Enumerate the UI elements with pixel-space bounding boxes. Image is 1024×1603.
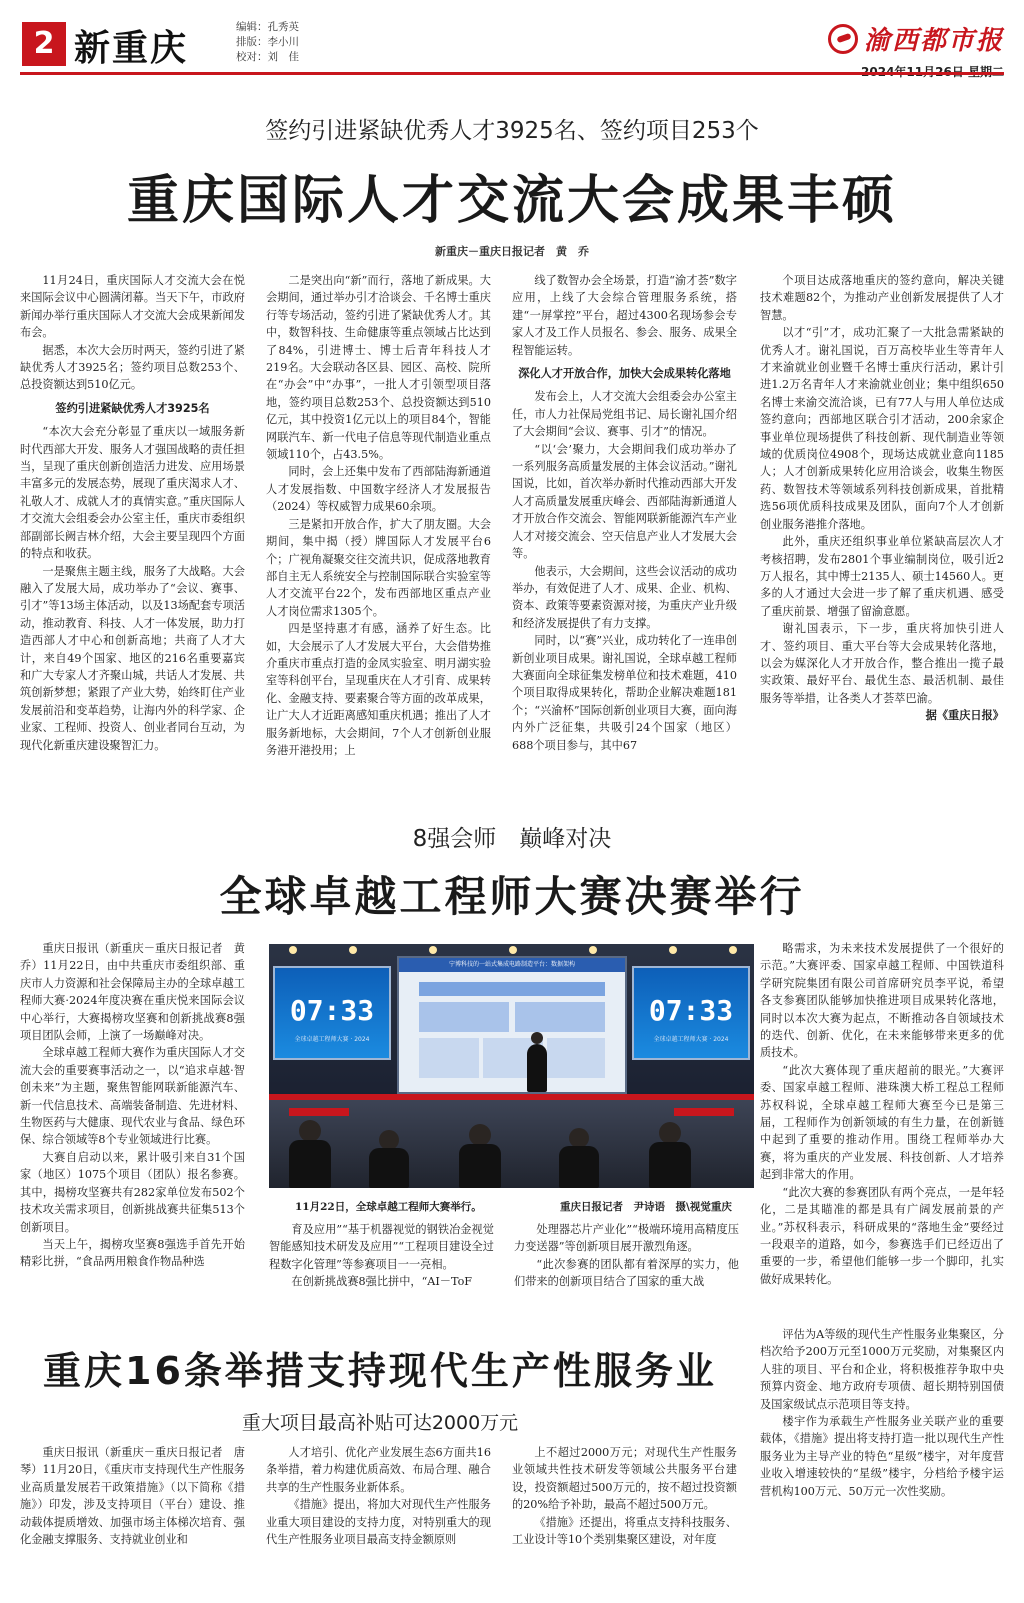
stage-light: [669, 946, 677, 954]
slide-block: [419, 1002, 509, 1032]
stage-edge: [269, 1094, 754, 1100]
proofreader-credit: 校对：刘 佳: [236, 51, 299, 63]
slide-block: [515, 1002, 605, 1032]
article2-column-1: [20, 940, 257, 1310]
photo-caption: 11月22日，全球卓越工程师大赛举行。: [295, 1201, 482, 1213]
page-header: [0, 0, 1024, 78]
judge-table: [674, 1108, 734, 1116]
subheading: 深化人才开放合作，加快大会成果转化落地: [518, 367, 731, 381]
article1-column-3: [512, 272, 737, 772]
paragraph: 育及应用”“基于机器视觉的钢铁冶金视觉智能感知技术研发及应用”“工程项目建设全过程数字化管理”等参赛项目一一亮相。: [269, 1223, 494, 1271]
audience-member: [369, 1148, 409, 1188]
paragraph: 重庆日报讯（新重庆－重庆日报记者 唐 琴）11月20日，《重庆市支持现代生产性服务业高质量发展若干政策措施》（以下简称《措施》）印发，涉及支持项目（平台）建设、推动载体提质增效、加强市场主体梯次培育、强化金融支撑服务、支持就业创业和: [20, 1446, 257, 1547]
paragraph: 此外，重庆还组织事业单位紧缺高层次人才考核招聘，发布2801个事业编制岗位，吸引近2万人报名，其中博士2135人、硕士14560人。更多的人才通过大会进一步了解了重庆机遇、感受了重庆前景、增强了留渝意愿。: [760, 535, 1004, 618]
stage-light: [289, 946, 297, 954]
paragraph: 略需求，为未来技术发展提供了一个很好的示范。”大赛评委、国家卓越工程师、中国铁道科学研究院集团有限公司首席研究员李平说，希望各支参赛团队能够加快推进项目成果转化落地，同时以本次大赛为起点，不断推动各自领域技术的迭代、创新、优化，在未来能够带来更多的优质技术。: [760, 942, 1004, 1060]
paragraph: 他表示，大会期间，这些会议活动的成功举办，有效促进了人才、成果、企业、机构、资本、政策等要素资源对接，为重庆产业升级和经济发展提供了有力支撑。: [512, 564, 737, 630]
paragraph: 当天上午，揭榜攻坚赛8强选手首先开始精彩比拼，“食品两用粮食作物品种选: [20, 1237, 245, 1269]
stage-light: [509, 946, 517, 954]
paragraph: 大赛自启动以来，累计吸引来自31个国家（地区）1075个项目（团队）报名参赛。其中，揭榜攻坚赛共有282家单位发布502个技术攻关需求项目，创新挑战赛共征集513个创新项目。: [20, 1150, 245, 1234]
paragraph: 《措施》提出，将加大对现代生产性服务业重大项目建设的支持力度，对特别重大的现代生产性服务业项目最高支持金额原则: [266, 1498, 491, 1547]
presenter-head: [531, 1032, 543, 1044]
paragraph: “以‘会’聚力，大会期间我们成功举办了一系列服务高质量发展的主体会议活动。”谢礼国说，比如，首次举办新时代推动西部大开发人才高质量发展重庆峰会、西部陆海新通道人才开放合作交流会、智能网联新能源汽车产业人才对接交流会、空天信息产业人才发展大会等。: [512, 442, 737, 561]
subheading: 签约引进紧缺优秀人才3925名: [55, 401, 210, 415]
article2-kicker: 8强会师 巅峰对决: [412, 826, 612, 852]
article3-column-4: [760, 1326, 1004, 1594]
presenter: [527, 1044, 547, 1092]
competition-photo: [269, 944, 754, 1188]
audience-member: [459, 1144, 501, 1188]
paragraph: “本次大会充分彰显了重庆以一域服务新时代西部大开发、服务人才强国战略的责任担当，呈现了重庆创新创造活力进发、应用场景丰富多元的发展态势，展现了重庆渴求人才、礼敬人才、成就人才的真情实意。”重庆国际人才交流大会组委会办公室主任，重庆市委组织部副部长阙吉林介绍，大会主要呈现四个方面的特点和收获。: [20, 425, 245, 561]
header-divider: [20, 72, 1004, 75]
article2-headline: 全球卓越工程师大赛决赛举行: [219, 872, 805, 921]
article1-kicker: 签约引进紧缺优秀人才3925名、签约项目253个: [265, 118, 759, 144]
article3-headline: 重庆16条举措支持现代生产性服务业: [43, 1349, 717, 1393]
audience-member: [559, 1146, 599, 1188]
paragraph: 以才“引”才，成功汇聚了一大批急需紧缺的优秀人才。谢礼国说，百万高校毕业生等青年人才来渝就业创业暨千名博士重庆行活动，累计引进1.2万名青年人才来渝就业创业；集中组织650名博士来渝交流洽谈，已有77人与用人单位达成签约意向；西部地区联合引才活动，200余家企事业单位现场提供了科技创新、现代制造业等领域的优质岗位4908个，现场达成就业意向1185人；人才创新成果转化应用洽谈会，收集生物医药、数智技术等领域系列科技创新成果，首批精选56项优质科技成果及团队，面向7个人才创新创业服务港推介落地。: [760, 326, 1004, 531]
paragraph: 同时，以“赛”兴业，成功转化了一连串创新创业项目成果。谢礼国说，全球卓越工程师大赛面向全球征集发榜单位和技术难题，410个项目取得成果转化，帮助企业解决难题181个；“兴渝杯”国际创新创业项目大赛，面向海内外广泛征集，共吸引24个国家（地区）688个项目参与，其中67: [512, 634, 737, 752]
paragraph: “此次大赛体现了重庆超前的眼光。”大赛评委、国家卓越工程师、港珠澳大桥工程总工程师苏权科说，全球卓越工程师大赛至今已是第三届，工程师作为创新领域的有生力量，在创新链中起到了重要的推动作用。围绕工程师举办大赛，将为重庆的产业发展、科技创新、人才培养起到非常大的作用。: [760, 1063, 1004, 1182]
stage-light: [729, 946, 737, 954]
section-title: 新重庆: [74, 27, 189, 69]
editor-credit: 编辑：孔秀英: [236, 21, 299, 33]
paragraph: 人才培引、优化产业发展生态6方面共16条举措，着力构建优质高效、布局合理、融合共享的生产性服务业新体系。: [266, 1446, 491, 1494]
screen-caption: 全球卓越工程师大赛 · 2024: [653, 1036, 729, 1043]
audience-head: [569, 1128, 589, 1148]
audience-head: [659, 1122, 681, 1144]
masthead: [828, 20, 1004, 80]
paragraph: 个项目达成落地重庆的签约意向，解决关键技术难题82个，为推动产业创新发展提供了人才智慧。: [760, 274, 1004, 322]
article1-byline: 新重庆－重庆日报记者 黄 乔: [435, 245, 589, 258]
audience-member: [649, 1142, 691, 1188]
paragraph: 一是聚焦主题主线，服务了大战略。大会融入了发展大局，成功举办了“会议、赛事、引才”等13场主体活动，以及13场配套专项活动，推动教育、科技、人才一体发展，助力打造西部人才中心和创新高地；共商了人才大计，来自49个国家、地区的216名重要嘉宾和广大专家人才齐聚山城，共话人才发展、共筑创新梦想；紧跟了产业大势，始终盯住产业发展前沿和变革趋势，让海内外的科学家、企业家、工程师、投资人、创业者同台互动，为现代化新重庆建设聚智汇力。: [20, 564, 245, 752]
stage-light: [589, 946, 597, 954]
paragraph: 发布会上，人才交流大会组委会办公室主任，市人力社保局党组书记、局长谢礼国介绍了大会期间“会议、赛事、引才”的情况。: [512, 390, 737, 439]
slide-block: [419, 1038, 479, 1078]
paragraph: 上不超过2000万元；对现代生产性服务业领域共性技术研发等领域公共服务平台建设，投资额超过500万元的，按不超过投资额的20%给予补助，最高不超过500万元。: [512, 1446, 737, 1512]
article3-column-2: [266, 1444, 491, 1594]
paragraph: 11月24日，重庆国际人才交流大会在悦来国际会议中心圆满闭幕。当天下午，市政府新闻办举行重庆国际人才交流大会成果新闻发布会。: [20, 274, 245, 340]
page-number: 2: [22, 22, 66, 66]
paragraph: “此次参赛的团队都有着深厚的实力，他们带来的创新项目结合了国家的重大战: [514, 1257, 739, 1289]
article1-column-2: [266, 272, 491, 772]
slide-block: [419, 982, 605, 996]
audience-head: [379, 1130, 399, 1150]
photo-credit: 重庆日报记者 尹诗语 摄\视觉重庆: [560, 1201, 732, 1213]
newspaper-name: 渝西都市报: [863, 26, 1004, 56]
slide-block: [547, 1038, 605, 1078]
newspaper-logo-icon: [828, 24, 858, 54]
paragraph: 据悉，本次大会历时两天，签约引进了紧缺优秀人才3925名；签约项目总数253个、总投资额达到510亿元。: [20, 343, 245, 392]
screen-caption: 全球卓越工程师大赛 · 2024: [294, 1036, 370, 1043]
article-source: 据《重庆日报》: [925, 708, 1004, 723]
presentation-screen: [397, 956, 627, 1094]
paragraph: 《措施》还提出，将重点支持科技服务、工业设计等10个类别集聚区建设，对年度: [512, 1515, 737, 1547]
article2-column-3: [514, 1221, 739, 1311]
paragraph: 楼宇作为承载生产性服务业关联产业的重要载体，《措施》提出将支持打造一批以现代生产性服务业为主导产业的特色“星级”楼宇，对年度营业收入增速较快的“星级”楼宇，分档给予楼宇运营机构100万元、50万元一次性奖励。: [760, 1415, 1004, 1498]
stage-light: [349, 946, 357, 954]
paragraph: 同时，会上还集中发布了西部陆海新通道人才发展指数、中国数字经济人才发展报告（2024）等权威智力成果60余项。: [266, 465, 491, 514]
layout-credit: 排版：李小川: [236, 36, 299, 48]
article1-headline: 重庆国际人才交流大会成果丰硕: [126, 171, 897, 231]
timer-display: 07:33: [648, 994, 734, 1027]
audience-head: [299, 1120, 321, 1142]
paragraph: 二是突出向“新”而行，落地了新成果。大会期间，通过举办引才洽谈会、千名博士重庆行等专场活动，签约引进了紧缺优秀人才。其中，数智科技、生命健康等重点领域占比达到了84%，引进博士、博士后青年科技人才219名。大会联动各区县、园区、高校、院所在“办会”中“办事”，一批人才引领型项目落地，签约项目总数253个、总投资额达到510亿元，其中投资1亿元以上的项目84个，智能网联汽车、新一代电子信息等现代制造业重点领域110个，占43.5%。: [266, 274, 491, 462]
paragraph: 在创新挑战赛8强比拼中，“AI－ToF: [291, 1275, 473, 1289]
paragraph: 评估为A等级的现代生产性服务业集聚区，分档次给予200万元至1000万元奖励，对集聚区内人驻的项目、平台和企业，将积极推荐争取中央预算内资金、地方政府专项债、超长期特别国债及国家级试点示范项目等支持。: [760, 1328, 1004, 1411]
article2-column-4: [760, 940, 1004, 1310]
staff-credits: [236, 20, 299, 65]
paragraph: 全球卓越工程师大赛作为重庆国际人才交流大会的重要赛事活动之一，以“追求卓越·智创未来”为主题，聚焦智能网联新能源汽车、新一代信息技术、高端装备制造、先进材料、生物医药与大健康、现代农业与食品、绿色环保、综合领域等8个专业领域进行比赛。: [20, 1046, 245, 1147]
right-timer-screen: [632, 966, 750, 1060]
left-timer-screen: [273, 966, 391, 1060]
article1-column-4: [760, 272, 1004, 772]
judge-table: [289, 1108, 349, 1116]
paragraph: 三是紧扣开放合作，扩大了朋友圈。大会期间，集中揭（授）牌国际人才发展平台6个；广视角凝聚交往交流共识，促成落地教育部自主无人系统安全与控制国际联合实验室等人才交流平台22个，发布西部地区重点产业人才岗位需求1305个。: [266, 517, 491, 618]
audience-head: [469, 1124, 491, 1146]
slide-title: 宁博科技的一站式集成电路制造平台：数据架构: [399, 958, 625, 972]
paragraph: “此次大赛的参赛团队有两个亮点，一是年轻化，二是其瞄准的都是具有广阔发展前景的产业。”苏权科表示，科研成果的“落地生金”要经过一段艰辛的道路，如今，参赛选手们已经迈出了重要的一步，希望他们能够一步一个脚印，扎实做好成果转化。: [760, 1185, 1004, 1286]
article3-column-3: [512, 1444, 737, 1594]
paragraph: 重庆日报讯（新重庆－重庆日报记者 黄 乔）11月22日，由中共重庆市委组织部、重庆市人力资源和社会保障局主办的全球卓越工程师大赛·2024年度决赛在重庆悦来国际会议中心举行，大赛揭榜攻坚赛和创新挑战赛8强项目团队会师，上演了一场巅峰对决。: [20, 942, 257, 1043]
article2-column-2: [269, 1221, 494, 1311]
article3-kicker: 重大项目最高补贴可达2000万元: [241, 1412, 519, 1434]
paragraph: 处理器芯片产业化”“极端环境用高精度压力变送器”等创新项目展开激烈角逐。: [514, 1223, 739, 1254]
paragraph: 四是坚持惠才有感，涵养了好生态。比如，大会展示了人才发展大平台，大会借势推介重庆市重点打造的金凤实验室、明月湖实验室等科创平台，呈现重庆在人才引育、成果转化、金融支持、要素聚合等方面的改革成果，让广大人才近距离感知重庆机遇；推出了人才服务新地标，大会期间，7个人才创新创业服务港开港投用；上: [266, 622, 491, 757]
article1-column-1: [20, 272, 245, 772]
stage-light: [429, 946, 437, 954]
paragraph: 线了数智办会全场景，打造“渝才荟”数字应用，上线了大会综合管理服务系统，搭建“一屏掌控”平台，超过4300名现场参会专家人才及工作人员报名、参会、服务、成果全程智能运转。: [512, 274, 737, 357]
article3-column-1: [20, 1444, 257, 1594]
paragraph: 谢礼国表示，下一步，重庆将加快引进人才、签约项目、重大平台等大会成果转化落地，以会为媒深化人才开放合作，整合推出一揽子最实政策、最好平台、最优生态、最活机制、最佳服务等举措，让各类人才荟萃巴渝。: [760, 622, 1004, 705]
timer-display: 07:33: [289, 994, 375, 1027]
audience-member: [289, 1140, 331, 1188]
